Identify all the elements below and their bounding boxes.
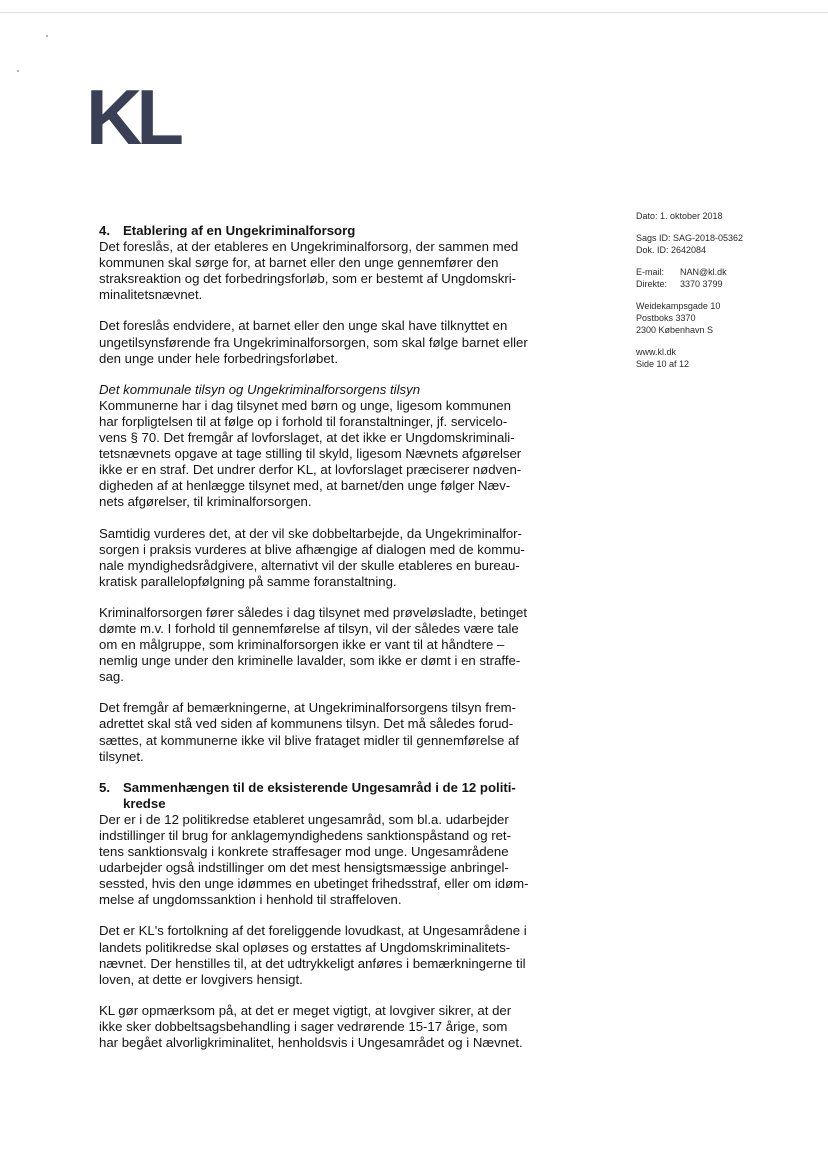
email-label: E-mail: [636, 267, 665, 277]
address-line: Postboks 3370 [636, 313, 696, 323]
phone-label: Direkte: [636, 279, 668, 289]
text-line: udarbejder også indstillinger om det mest hensigtsmæssige anbringel- [99, 860, 509, 876]
text-line: sættes, at kommunerne ikke vil blive frataget midler til gennemførelse af [99, 732, 519, 748]
text-line: tilsynet. [99, 748, 144, 764]
paragraph [99, 398, 559, 511]
website: www.kl.dk [636, 347, 677, 357]
date-line: Dato: 1. oktober 2018 [636, 211, 723, 221]
letter-meta [636, 210, 816, 370]
text-line: Kriminalforsorgen fører således i dag tilsynet med prøveløsladte, betinget [99, 604, 528, 620]
kl-logo: KL [86, 73, 178, 161]
text-line: KL gør opmærksom på, at det er meget vigtigt, at lovgiver sikrer, at der [99, 1002, 512, 1018]
text-line: ikke sker dobbeltsagsbehandling i sager vedrørende 15-17 årige, som [99, 1018, 508, 1034]
text-line: kratisk parallelopfølgning på samme foranstaltning. [99, 573, 397, 589]
case-id: Sags ID: SAG-2018-05362 [636, 233, 744, 243]
text-line: Det fremgår af bemærkningerne, at Ungekriminalforsorgens tilsyn frem- [99, 700, 517, 716]
top-scan-rule [0, 12, 828, 13]
letter-body [99, 223, 559, 1066]
section-number: 5. [99, 779, 110, 795]
text-line: adrettet skal stå ved siden af kommunens tilsyn. Det må således forud- [99, 716, 514, 732]
subheading: Det kommunale tilsyn og Ungekriminalforsorgens tilsyn [99, 381, 421, 397]
scan-speck [17, 70, 19, 72]
section-title [123, 780, 559, 812]
text-line: ikke er en straf. Det undrer derfor KL, at lovforslaget præciserer nødven- [99, 462, 522, 478]
paragraph [99, 239, 559, 303]
section-5-heading [99, 780, 559, 812]
email-value: NAN@kl.dk [680, 267, 727, 277]
title-line: kredse [123, 795, 166, 811]
text-line: har forpligtelsen til at følge op i forhold til foranstaltninger, jf. servicelo- [99, 413, 508, 429]
paragraph [99, 605, 559, 685]
paragraph [99, 700, 559, 764]
text-line: dømte m.v. I forhold til gennemførelse af tilsyn, vil der således være tale [99, 620, 519, 636]
paragraph [99, 1003, 559, 1051]
address-line: Weidekampsgade 10 [636, 301, 721, 311]
text-line: tens sanktionsvalg i konkrete straffesager mod unge. Ungesamrådene [99, 844, 509, 860]
section-title: Etablering af en Ungekriminalforsorg [123, 223, 356, 238]
text-line: nets afgørelser, til kriminalforsorgen. [99, 494, 312, 510]
text-line: nale myndighedsrådgivere, alternativt vil der skulle etableres en bureau- [99, 557, 520, 573]
text-line: ungetilsynsførende fra Ungekriminalforsorgen, som skal følge barnet eller [99, 334, 528, 350]
paragraph [99, 526, 559, 590]
email-line [636, 266, 816, 278]
text-line: minalitetsnævnet. [99, 287, 203, 303]
title-line: Sammenhængen til de eksisterende Ungesamråd i de 12 politi- [123, 779, 516, 795]
text-line: nævnet. Der henstilles til, at det udtrykkeligt anføres i bemærkningerne til [99, 955, 526, 971]
paragraph [99, 318, 559, 366]
text-line: sorgen i praksis vurderes at blive afhængige af dialogen med de kommu- [99, 541, 525, 557]
phone-line [636, 278, 816, 290]
page-number: Side 10 af 12 [636, 359, 690, 369]
section-number: 4. [99, 223, 110, 238]
text-line: kommunen skal sørge for, at barnet eller den unge gennemfører den [99, 255, 499, 271]
text-line: sag. [99, 669, 124, 685]
text-line: om en målgruppe, som kriminalforsorgen ikke er vant til at håndtere – [99, 637, 505, 653]
text-line: den unge under hele forbedringsforløbet. [99, 350, 339, 366]
text-line: Kommunerne har i dag tilsynet med børn og unge, ligesom kommunen [99, 397, 511, 413]
phone-value: 3370 3799 [680, 279, 723, 289]
doc-id: Dok. ID: 2642084 [636, 245, 707, 255]
text-line: tetsnævnets opgave at tage stilling til skyld, ligesom Nævnets afgørelser [99, 446, 522, 462]
address-line: 2300 København S [636, 325, 714, 335]
scan-speck [46, 35, 48, 37]
text-line: har begået alvorligkriminalitet, henholdsvis i Ungesamrådet og i Nævnet. [99, 1035, 523, 1051]
text-line: indstillinger til brug for anklagemyndighedens sanktionspåstand og ret- [99, 828, 511, 843]
text-line: landets politikredse skal opløses og erstattes af Ungdomskriminalitets- [99, 939, 511, 955]
section-4-heading [99, 223, 559, 239]
text-line: sessted, hvis den unge idømmes en ubetinget frihedsstraf, eller om idøm- [99, 876, 529, 892]
text-line: nemlig unge under den kriminelle lavalder, som ikke er dømt i en straffe- [99, 653, 521, 669]
text-line: Samtidig vurderes det, at der vil ske dobbeltarbejde, da Ungekriminalfor- [99, 525, 522, 541]
text-line: melse af ungdomssanktion i henhold til straffeloven. [99, 892, 402, 908]
text-line: straksreaktion og det forbedringsforløb, som er bestemt af Ungdomskri- [99, 271, 517, 287]
text-line: Det foreslås, at der etableres en Ungekriminalforsorg, der sammen med [99, 239, 519, 255]
paragraph [99, 812, 559, 909]
text-line: Det er KL's fortolkning af det foreliggende lovudkast, at Ungesamrådene i [99, 923, 527, 939]
paragraph [99, 923, 559, 987]
text-line: Det foreslås endvidere, at barnet eller den unge skal have tilknyttet en [99, 318, 508, 334]
text-line: vens § 70. Det fremgår af lovforslaget, at det ikke er Ungdomskriminali- [99, 430, 515, 446]
text-line: Der er i de 12 politikredse etableret ungesamråd, som bl.a. udarbejder [99, 811, 509, 827]
text-line: loven, at dette er lovgivers hensigt. [99, 971, 303, 987]
text-line: digheden af at henlægge tilsynet med, at barnet/den unge følger Næv- [99, 478, 511, 494]
